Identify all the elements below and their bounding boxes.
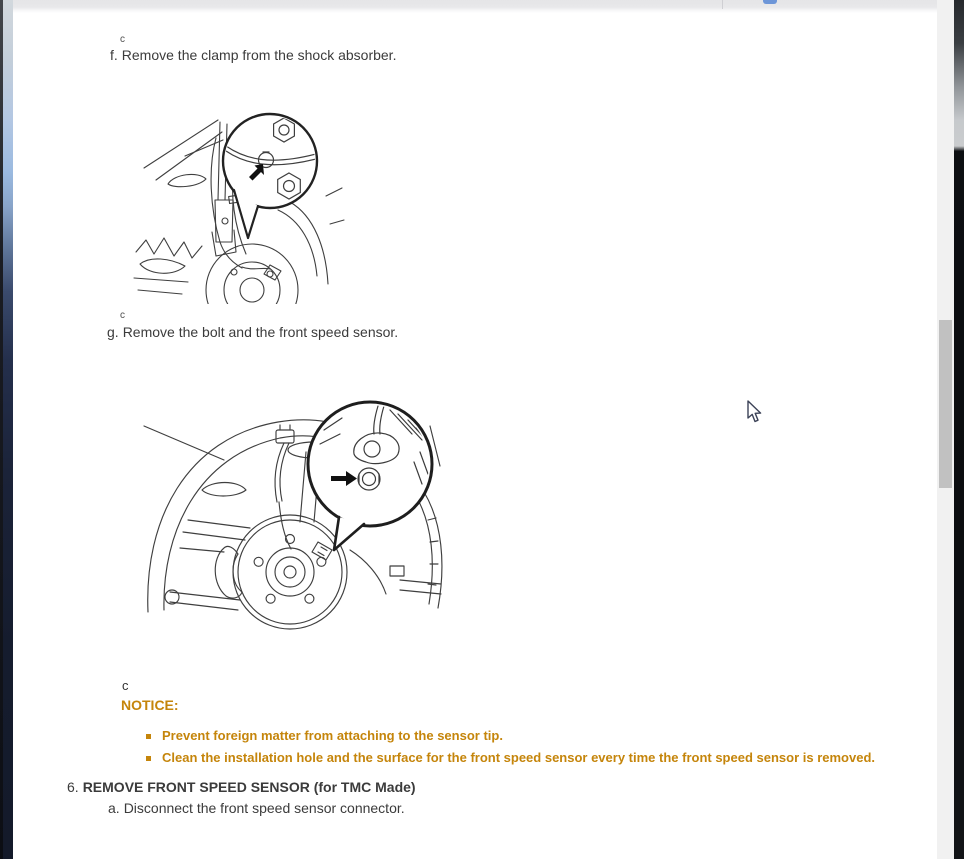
step-f-label: f. [110,47,118,63]
footnote-marker-f: c [120,34,125,45]
speed-sensor-illustration-svg [128,400,443,632]
clamp-illustration-svg [130,104,352,304]
step-6-title: REMOVE FRONT SPEED SENSOR (for TMC Made) [82,779,416,795]
toolbar-separator [722,0,723,9]
manual-document [13,0,937,859]
desktop-left-edge [0,0,13,859]
mouse-cursor-icon [747,400,764,429]
step-6a-label: a. [108,800,120,816]
footnote-marker-g: c [120,310,125,321]
desktop-right-edge [954,0,964,859]
step-6-heading [67,779,416,795]
bullet-square-icon [146,734,151,739]
notice-item-2: Clean the installation hole and the surface for the front speed sensor every time the front speed sensor is removed. [162,750,876,765]
step-f-text: Remove the clamp from the shock absorber. [121,47,397,63]
bullet-square-icon [146,756,151,761]
step-g [107,324,398,340]
notice-item-1: Prevent foreign matter from attaching to the sensor tip. [162,728,503,743]
magnifier-circle [308,402,432,526]
step-f [110,47,396,63]
footnote-marker-c: c [122,678,129,693]
figure-clamp-illustration [130,104,352,309]
step-6-number: 6. [67,779,79,795]
toolbar-accent-nub[interactable] [763,0,777,4]
vertical-scrollbar[interactable] [937,0,954,859]
scrollbar-thumb[interactable] [939,320,952,488]
step-g-label: g. [107,324,119,340]
step-6a-text: Disconnect the front speed sensor connector. [123,800,405,816]
browser-toolbar-edge [13,0,954,13]
step-g-text: Remove the bolt and the front speed sensor. [122,324,399,340]
notice-heading: NOTICE: [121,697,179,713]
step-6a [108,800,405,816]
figure-speed-sensor-illustration [128,400,443,637]
